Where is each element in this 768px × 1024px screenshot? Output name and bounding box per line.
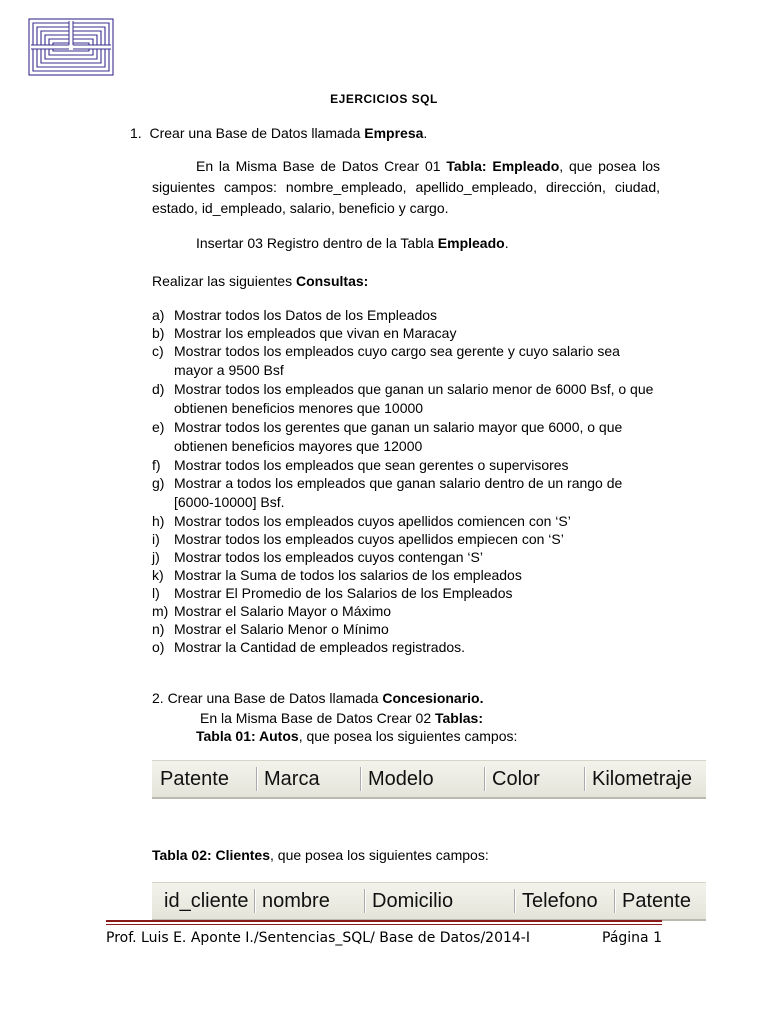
list-item: a) Mostrar todos los Datos de los Empleados [152,307,438,323]
page-number: Página 1 [602,930,662,946]
table-2-field: Telefono [514,883,614,919]
list-item: n) Mostrar el Salario Menor o Mínimo [152,621,389,637]
list-item: d) Mostrar todos los empleados que ganan un salario menor de 6000 Bsf, o que obtienen beneficios menores que 10000 [152,381,654,416]
footer-rule-thin [106,924,662,925]
footer-left: Prof. Luis E. Aponte I./Sentencias_SQL/ Base de Datos/2014-I [106,930,530,946]
item-1: 1. Crear una Base de Datos llamada Empresa. [130,125,428,141]
list-item: g) Mostrar a todos los empleados que ganan salario dentro de un rango de [6000-10000] Bsf. [152,475,623,510]
item-1-number: 1. [130,125,142,141]
list-item: k) Mostrar la Suma de todos los salarios de los empleados [152,567,522,583]
list-item: c) Mostrar todos los empleados cuyo cargo sea gerente y cuyo salario sea mayor a 9500 Bsf [152,343,620,378]
paragraph-create-table: En la Misma Base de Datos Crear 01 Tabla: Empleado, que posea los siguientes campos: nombre_empleado, apellido_empleado, dirección, ciudad, estado, id_empleado, salario, beneficio y cargo. [152,158,660,216]
table-1-field: Marca [256,761,360,797]
database-name-empresa: Empresa [364,125,424,141]
table-1-field: Patente [160,767,229,790]
table-1-caption: Tabla 01: Autos, que posea los siguientes campos: [196,728,518,744]
page-title: EJERCICIOS SQL [330,92,438,106]
list-item: f) Mostrar todos los empleados que sean gerentes o supervisores [152,457,569,473]
institution-logo [28,18,114,76]
table-2-field: Patente [614,883,706,919]
list-item: m) Mostrar el Salario Mayor o Máximo [152,603,392,619]
table-2-field: id_cliente [164,889,249,912]
list-item: i) Mostrar todos los empleados cuyos apellidos empiecen con ‘S’ [152,531,564,547]
list-item: b) Mostrar los empleados que vivan en Maracay [152,325,457,341]
table-1-field: Kilometraje [584,761,706,797]
list-item: o) Mostrar la Cantidad de empleados registrados. [152,639,466,655]
table-2-field: nombre [254,883,364,919]
table-1-header [152,760,706,799]
list-item: l) Mostrar El Promedio de los Salarios de los Empleados [152,585,513,601]
paragraph-insert: Insertar 03 Registro dentro de la Tabla Empleado. [196,235,509,251]
consultas-heading: Realizar las siguientes Consultas: [152,273,369,289]
list-item: e) Mostrar todos los gerentes que ganan un salario mayor que 6000, o que obtienen beneficios mayores que 12000 [152,419,623,454]
footer-rule [106,920,662,922]
table-1-field: Color [484,761,584,797]
list-item: h) Mostrar todos los empleados cuyos apellidos comiencen con ‘S’ [152,513,571,529]
table-1-field: Modelo [360,761,484,797]
item-2-line-2: En la Misma Base de Datos Crear 02 Tablas: [200,710,483,726]
table-2-caption: Tabla 02: Clientes, que posea los siguientes campos: [152,847,489,863]
queries-list [152,306,662,656]
table-2-field: Domicilio [364,883,514,919]
item-2: 2. Crear una Base de Datos llamada Concesionario. [152,690,484,706]
list-item: j) Mostrar todos los empleados cuyos contengan ‘S’ [152,549,483,565]
table-2-header [152,882,706,921]
